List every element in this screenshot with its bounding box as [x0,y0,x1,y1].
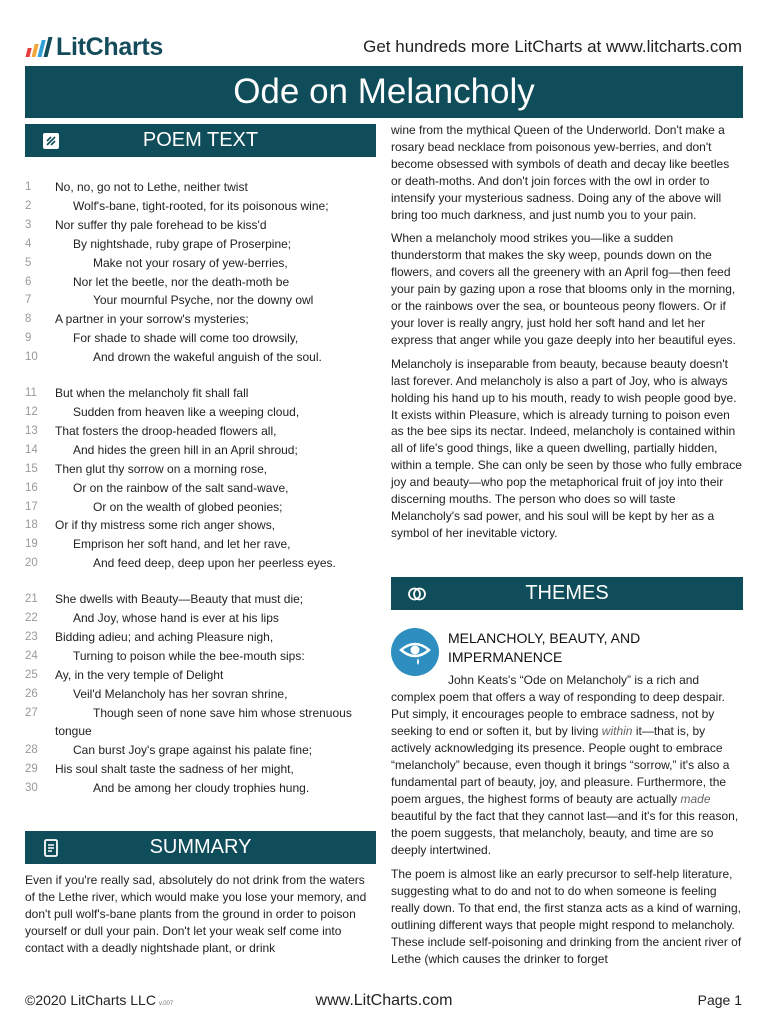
header-tagline: Get hundreds more LitCharts at www.litcharts.com [363,37,742,56]
logo-text: LitCharts [56,32,164,61]
line-number: 4 [25,237,32,250]
line-number: 1 [25,181,32,193]
theme-paragraph: The poem is almost like an early precursor to self-help literature, suggesting what to do and not to do when someone is feeling really down. To that end, the first stanza acts as a kind of warning, outlining different ways that people might respond to melancholy. These include self-poisoning and drinking from the ancient river of Lethe (which causes the drinker to forget [391,867,742,966]
poem-line [25,479,370,498]
line-number: 12 [25,405,38,418]
line-text: No, no, go not to Lethe, neither twist [55,180,248,194]
poem-line [25,628,370,647]
poem-line [25,554,370,573]
poem-line [25,422,370,441]
line-text: Ay, in the very temple of Delight [55,667,224,682]
logo-bars-icon [26,37,53,57]
title-banner [25,66,743,118]
line-text: His soul shalt taste the sadness of her might, [55,762,294,777]
line-number: 6 [25,275,32,288]
line-text: Wolf's-bane, tight-rooted, for its poisonous wine; [73,198,329,213]
line-number: 14 [25,443,38,456]
line-number: 15 [25,462,38,475]
line-number: 25 [25,668,38,681]
book-icon [41,131,61,151]
poem-line [25,178,370,197]
line-text: And be among her cloudy trophies hung. [93,781,310,796]
line-number: 27 [25,706,38,719]
summary-paragraph: When a melancholy mood strikes you—like a sudden thunderstorm that makes the sky weep, pounds down on the flowers, and covers all the greenery with an April fog—then feed your pain by gazing upon a rose that blooms only in the morning, or the rainbows over the sea, or bounteous peony flowers. Or if your lover is really angry, just hold her soft hand and let her express that anger while you gaze deeply into her beautiful eyes. [391,231,736,347]
line-number: 3 [25,218,32,231]
line-number: 11 [25,387,37,400]
line-number: 10 [25,351,38,364]
poem-line [25,310,370,329]
line-text: Or on the rainbow of the salt sand-wave, [73,480,289,495]
page-title: Ode on Melancholy [233,72,535,111]
poem-line [25,704,370,742]
line-number: 30 [25,782,38,795]
theme-paragraph: John Keats's “Ode on Melancholy” is a rich and complex poem that offers a way of responding to deep despair. Put simply, it encourages people to embrace sadness, not by seeking to end or soften it, but by living within it—that is, by actively acknowledging its presence. People ought to embrace “melancholy” because, even though it brings “sorrow,” it's also a fundamental part of beauty, joy, and pleasure. Furthermore, the poem argues, the highest forms of beauty are actually made beautiful by the fact that they cannot last—and it's for this reason, the poem suggests, that melancholy, beauty, and time are so deeply intertwined. [391,673,739,857]
poem-line [25,235,370,254]
poem-text [25,178,370,815]
line-text: Then glut thy sorrow on a morning rose, [55,461,268,476]
line-text: Turning to poison while the bee-mouth sips: [73,648,305,663]
line-text: Emprison her soft hand, and let her rave, [73,537,291,552]
line-number: 8 [25,313,32,326]
line-number: 9 [25,332,32,345]
page-number: Page 1 [697,992,742,1008]
theme-body [391,672,743,975]
line-number: 29 [25,763,38,776]
themes-heading: THEMES [525,582,609,604]
theme-title: MELANCHOLY, BEAUTY, AND IMPERMANENCE [448,630,641,665]
poem-line [25,291,370,310]
poem-line [25,384,370,403]
line-text: Or if thy mistress some rich anger shows, [55,518,276,533]
line-number: 28 [25,744,38,757]
poem-line [25,590,370,609]
line-text: Nor let the beetle, nor the death-moth be [73,274,290,289]
line-text: Nor suffer thy pale forehead to be kiss'd [55,217,267,232]
line-number: 13 [25,424,38,437]
line-text: She dwells with Beauty—Beauty that must die; [55,592,304,607]
line-text: Can burst Joy's grape against his palate fine; [73,743,313,758]
line-number: 19 [25,538,38,551]
summary-paragraph: wine from the mythical Queen of the Underworld. Don't make a rosary bead necklace from poisonous yew-berries, and don't become obsessed with symbols of death and decay like beetles or death-moths. And don't join forces with the owl in order to intensify your mysterious sadness. Doing any of the above will bring too much darkness, and just numb you to your pain. [391,123,730,222]
line-text: And Joy, whose hand is ever at his lips [73,611,279,626]
footer-url[interactable]: www.LitCharts.com [315,992,453,1009]
poem-line [25,348,370,367]
poem-line [25,460,370,479]
poem-stanza [25,178,370,367]
poem-line [25,760,370,779]
litcharts-logo[interactable] [28,34,163,60]
poem-stanza [25,384,370,573]
poem-line [25,647,370,666]
line-text: And feed deep, deep upon her peerless eyes. [93,556,336,571]
themes-header [391,577,743,610]
summary-continued [391,122,743,549]
themes-icon [407,584,427,604]
line-text: That fosters the droop-headed flowers all, [55,423,277,438]
line-number: 21 [25,593,38,606]
poem-line [25,535,370,554]
poem-line [25,609,370,628]
line-text: Make not your rosary of yew-berries, [93,255,288,270]
line-text: Sudden from heaven like a weeping cloud, [73,404,300,419]
poem-line [25,216,370,235]
line-number: 22 [25,612,38,625]
poem-line [25,329,370,348]
poem-line [25,254,370,273]
line-number: 16 [25,481,38,494]
summary-text: Even if you're really sad, absolutely do not drink from the waters of the Lethe river, which would make you lose your memory, and don't pull wolf's-bane plants from the ground in order to poison yourself or dull your pain. Don't let your weak self come into contact with a deadly nightshade plant, or drink [25,873,367,955]
line-text: Veil'd Melancholy has her sovran shrine, [73,686,288,701]
poem-line [25,441,370,460]
line-text: And drown the wakeful anguish of the soul. [93,350,322,365]
poem-line [25,685,370,704]
poem-text-heading: POEM TEXT [142,129,259,151]
line-text: Though seen of none save him whose strenuous tongue [55,705,352,739]
line-number: 2 [25,199,32,212]
poem-line [25,197,370,216]
summary-header [25,831,376,864]
line-number: 18 [25,519,38,532]
line-number: 7 [25,294,32,307]
line-number: 23 [25,630,38,643]
line-text: By nightshade, ruby grape of Proserpine; [73,236,292,251]
poem-line [25,741,370,760]
line-text: For shade to shade will come too drowsily, [73,331,299,346]
eye-tear-icon [391,628,439,676]
poem-text-header [25,124,376,157]
line-number: 24 [25,649,38,662]
line-text: And hides the green hill in an April shroud; [73,442,298,457]
line-text: Or on the wealth of globed peonies; [93,499,283,514]
line-text: Bidding adieu; and aching Pleasure nigh, [55,629,274,644]
poem-line [25,666,370,685]
line-number: 17 [25,500,38,513]
line-text: But when the melancholy fit shall fall [55,386,249,401]
poem-line [25,403,370,422]
poem-line [25,273,370,292]
line-number: 26 [25,687,38,700]
line-text: A partner in your sorrow's mysteries; [55,312,249,327]
footer-copyright: ©2020 LitCharts LLC v.007 [25,992,174,1008]
poem-line [25,779,370,798]
poem-line [25,498,370,517]
summary-heading: SUMMARY [149,836,252,858]
line-number: 20 [25,557,38,570]
document-icon [41,838,61,858]
poem-stanza [25,590,370,798]
poem-line [25,516,370,535]
summary-paragraph: Melancholy is inseparable from beauty, because beauty doesn't last forever. And melancholy is also a part of Joy, who is always holding his hand up to his mouth, ready to wish people good bye. It exists within Pleasure, which is already turning to poison even as the bee sips its nectar. Indeed, melancholy is contained within all of life's good things, like a queen dwelling, partially hidden, within a temple. She can only be seen by those who fully embrace joy and beauty—who pop the metaphorical fruit of joy into their discerning mouths. The person who does so will taste Melancholy's sad power, and his soul will be kept by her as a symbol of her inevitable victory. [391,356,742,540]
line-text: Your mournful Psyche, nor the downy owl [93,293,314,308]
line-number: 5 [25,256,32,269]
